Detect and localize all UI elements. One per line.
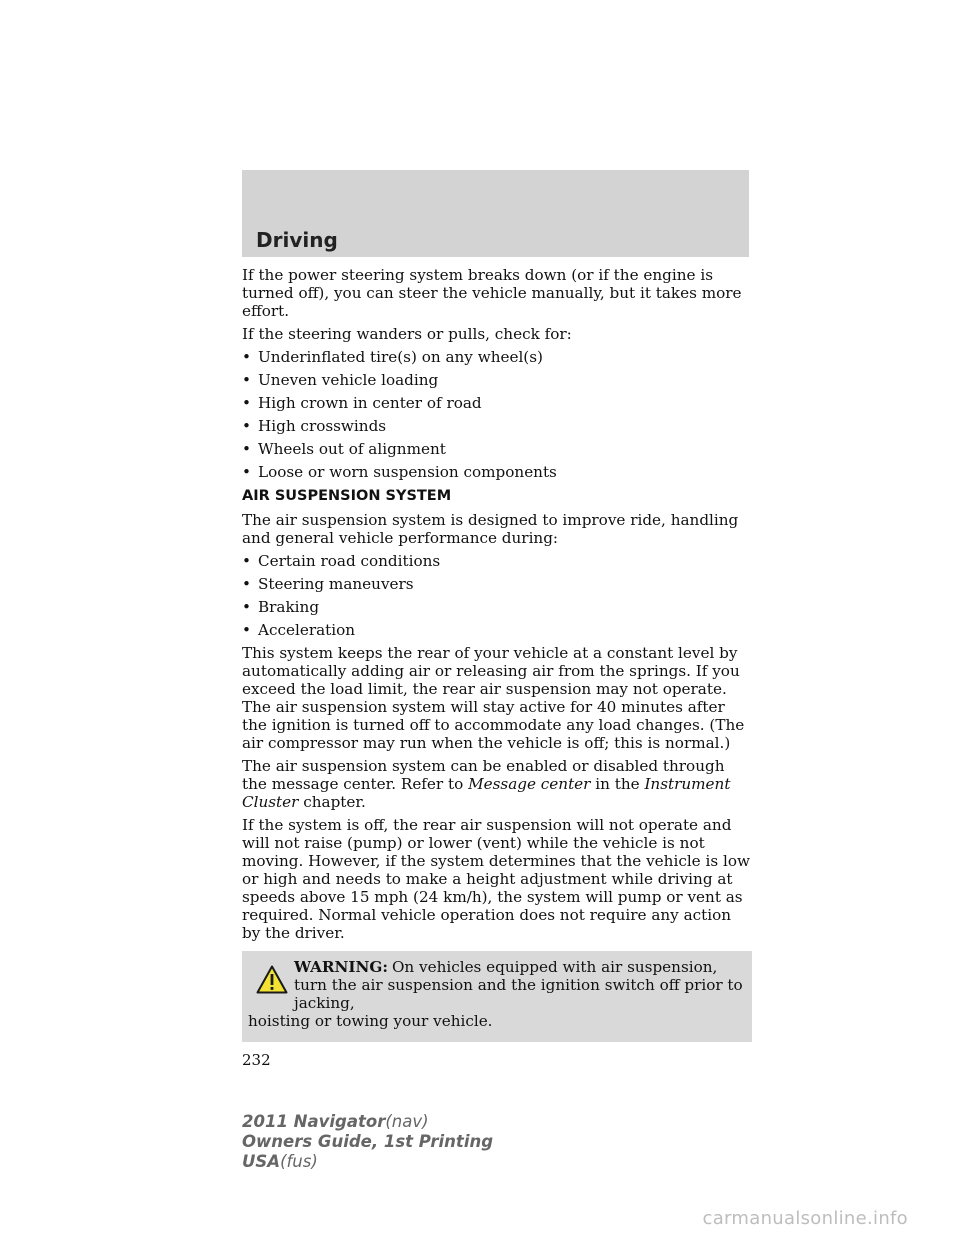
section-heading: AIR SUSPENSION SYSTEM (242, 488, 452, 504)
bullet-icon: • (242, 348, 251, 366)
bullet-icon: • (242, 394, 251, 412)
list-item: • High crosswinds (242, 417, 387, 435)
warning-box (242, 951, 752, 1042)
footer-line-edition: Owners Guide, 1st Printing (242, 1132, 494, 1151)
bullet-icon: • (242, 371, 251, 389)
intro-paragraph: If the power steering system breaks down (or if the engine is turned off), you can steer the vehicle manually, but it takes more effort. (242, 266, 742, 320)
list-item: • High crown in center of road (242, 394, 482, 412)
bullet-icon: • (242, 440, 251, 458)
list-item: • Wheels out of alignment (242, 440, 446, 458)
warning-text-continued: hoisting or towing your vehicle. (248, 1012, 493, 1030)
warning-label: WARNING: (294, 958, 388, 976)
document-footer (242, 1112, 493, 1172)
list-item: • Uneven vehicle loading (242, 371, 439, 389)
message-center-paragraph: The air suspension system can be enabled or disabled through the message center. Refer to Message center in the Instrument Cluster chapter. (242, 757, 731, 811)
page-content (242, 266, 752, 1069)
air-suspension-intro: The air suspension system is designed to improve ride, handling and general vehicle performance during: (242, 511, 739, 547)
footer-line-region: USA(fus) (242, 1152, 318, 1171)
bullet-icon: • (242, 552, 251, 570)
bullet-icon: • (242, 575, 251, 593)
list-item: • Underinflated tire(s) on any wheel(s) (242, 348, 543, 366)
watermark: carmanualsonline.info (702, 1208, 908, 1229)
chapter-header-band (242, 170, 749, 257)
warning-text: On vehicles equipped with air suspension, turn the air suspension and the ignition switch off prior to jacking, (294, 958, 743, 1012)
list-item: • Loose or worn suspension components (242, 463, 557, 481)
system-description-paragraph: This system keeps the rear of your vehicle at a constant level by automatically adding air or releasing air from the springs. If you exceed the load limit, the rear air suspension may not operate. The air suspension system will stay active for 40 minutes after the ignition is turned off to accommodate any load changes. (The air compressor may run when the vehicle is off; this is normal.) (242, 644, 745, 752)
system-off-paragraph: If the system is off, the rear air suspension will not operate and will not raise (pump) or lower (vent) while the vehicle is not moving. However, if the system determines that the vehicle is low or high and needs to make a height adjustment while driving at speeds above 15 mph (24 km/h), the system will pump or vent as required. Normal vehicle operation does not require any action by the driver. (242, 816, 750, 942)
warning-triangle-icon (256, 965, 288, 994)
warning-body (248, 958, 746, 1012)
bullet-icon: • (242, 598, 251, 616)
list-item: • Certain road conditions (242, 552, 441, 570)
steering-check-list (242, 348, 752, 481)
conditions-list (242, 552, 752, 639)
instrument-cluster-reference: Instrument Cluster (242, 775, 731, 811)
bullet-icon: • (242, 621, 251, 639)
chapter-title: Driving (256, 228, 338, 252)
list-item: • Braking (242, 598, 320, 616)
list-item: • Steering maneuvers (242, 575, 414, 593)
footer-line-model: 2011 Navigator(nav) (242, 1112, 429, 1131)
bullet-icon: • (242, 463, 251, 481)
page-number: 232 (242, 1051, 271, 1069)
bullet-icon: • (242, 417, 251, 435)
check-for-paragraph: If the steering wanders or pulls, check for: (242, 325, 572, 343)
list-item: • Acceleration (242, 621, 356, 639)
message-center-reference: Message center (468, 775, 591, 793)
